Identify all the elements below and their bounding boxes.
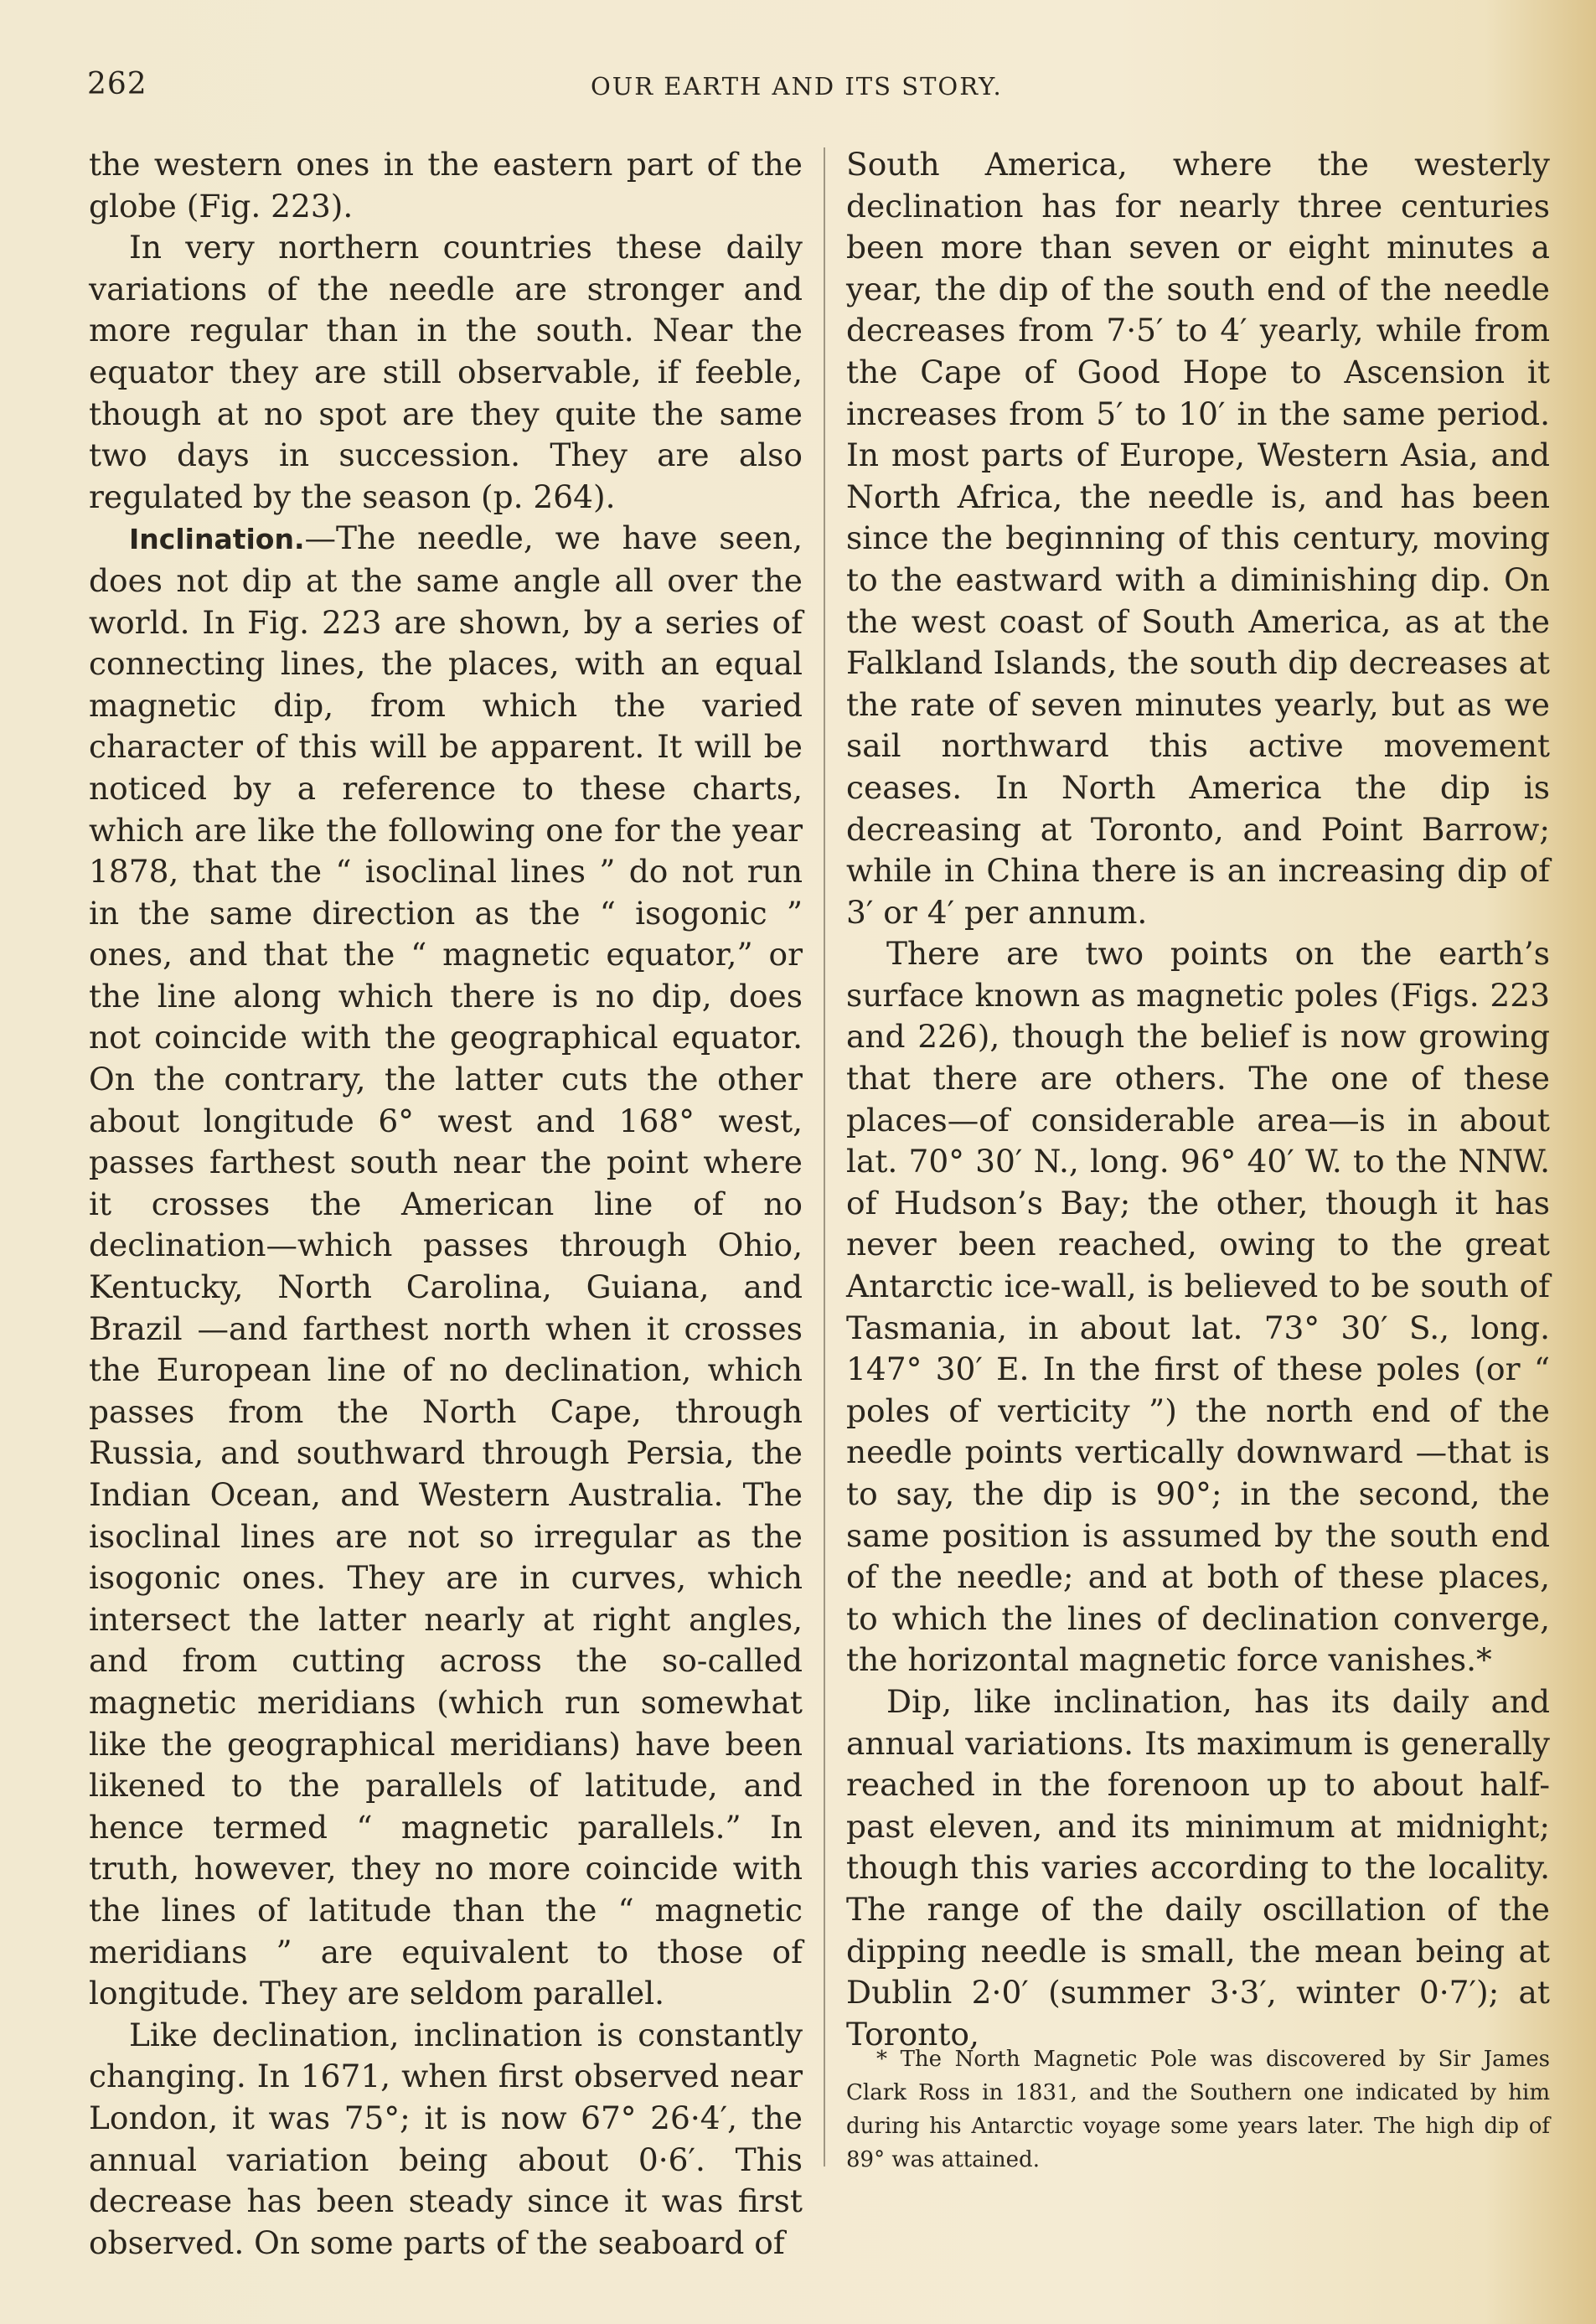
running-title: OUR EARTH AND ITS STORY. [591,72,1003,101]
paragraph-dip-variations: Dip, like inclination, has its daily and annual variations. Its maximum is generally reached in the forenoon up to about half-past eleven, and its minimum at midnight; though this varies according to the locality. The range of the daily oscillation of the dipping needle is small, the mean being at Dublin 2·0′ (summer 3·3′, winter 0·7′); at Toronto, [846,1682,1550,2053]
right-column [846,144,1550,2055]
paragraph-magnetic-poles: There are two points on the earth’s surface known as magnetic poles (Figs. 223 and 226), though the belief is now growing that there are others. The one of these places—of considerable area—is in about lat. 70° 30′ N., long. 96° 40′ W. to the NNW. of Hudson’s Bay; the other, though it has never been reached, owing to the great Antarctic ice-wall, is believed to be south of Tasmania, in about lat. 73° 30′ S., long. 147° 30′ E. In the first of these poles (or “ poles of verticity ”) the north end of the needle points vertically downward —that is to say, the dip is 90°; in the second, the same position is assumed by the south end of the needle; and at both of these places, to which the lines of declination converge, the horizontal magnetic force vanishes.* [846,935,1550,1679]
paragraph-inclination-changing: Like declination, inclination is constantly changing. In 1671, when first observed near London, it was 75°; it is now 67° 26·4′, the annual variation being about 0·6′. This decrease has been steady since it was first observed. On some parts of the seaboard of [89,2016,803,2261]
paragraph-south-america: South America, where the westerly declination has for nearly three centuries been more than seven or eight minutes a year, the dip of the south end of the needle decreases from 7·5′ to 4′ yearly, while from the Cape of Good Hope to Ascension it increases from 5′ to 10′ in the same period. In most parts of Europe, Western Asia, and North Africa, the needle is, and has been since the beginning of this century, moving to the eastward with a diminishing dip. On the west coast of South America, as at the Falkland Islands, the south dip decreases at the rate of seven minutes yearly, but as we sail northward this active movement ceases. In North America the dip is decreasing at Toronto, and Point Barrow; while in China there is an increasing dip of 3′ or 4′ per annum. [846,146,1550,931]
paragraph-inclination-text: —The needle, we have seen, does not dip at the same angle all over the world. In Fig. 223 are shown, by a series of connecting lines, the places, with an equal magnetic dip, from which the varied character of this will be apparent. It will be noticed by a reference to these charts, which are like the following one for the year 1878, that the “ isoclinal lines ” do not run in the same direction as the “ isogonic ” ones, and that the “ magnetic equator,” or the line along which there is no dip, does not coincide with the geographical equator. On the contrary, the latter cuts the other about longitude 6° west and 168° west, passes farthest south near the point where it crosses the American line of no declination—which passes through Ohio, Kentucky, North Carolina, Guiana, and Brazil —and farthest north when it crosses the European line of no declination, which passes from the North Cape, through Russia, and southward through Persia, the Indian Ocean, and Western Australia. The isoclinal lines are not so irregular as the isogonic ones. They are in curves, which intersect the latter nearly at right angles, and from cutting across the so-called magnetic meridians (which run somewhat like the geographical meridians) have been likened to the parallels of latitude, and hence termed “ magnetic parallels.” In truth, however, they no more coincide with the lines of latitude than the “ magnetic meridians ” are equivalent to those of longitude. They are seldom parallel. [89,519,803,2012]
paragraph-continuation: the western ones in the eastern part of the globe (Fig. 223). [89,146,803,225]
page-header [0,67,1596,109]
section-heading-inclination: Inclination. [129,523,305,556]
footnote: * The North Magnetic Pole was discovered by Sir James Clark Ross in 1831, and the Southern one indicated by him during his Antarctic voyage some years later. The high dip of 89° was attained. [846,2047,1550,2172]
left-column [89,144,803,2264]
page-number: 262 [87,67,147,101]
paragraph-inclination [89,518,803,2014]
column-divider [824,147,825,2166]
paragraph-daily-variations: In very northern countries these daily variations of the needle are stronger and more regular than in the south. Near the equator they are still observable, if feeble, though at no spot are they quite the same two days in succession. They are also regulated by the season (p. 264). [89,229,803,515]
